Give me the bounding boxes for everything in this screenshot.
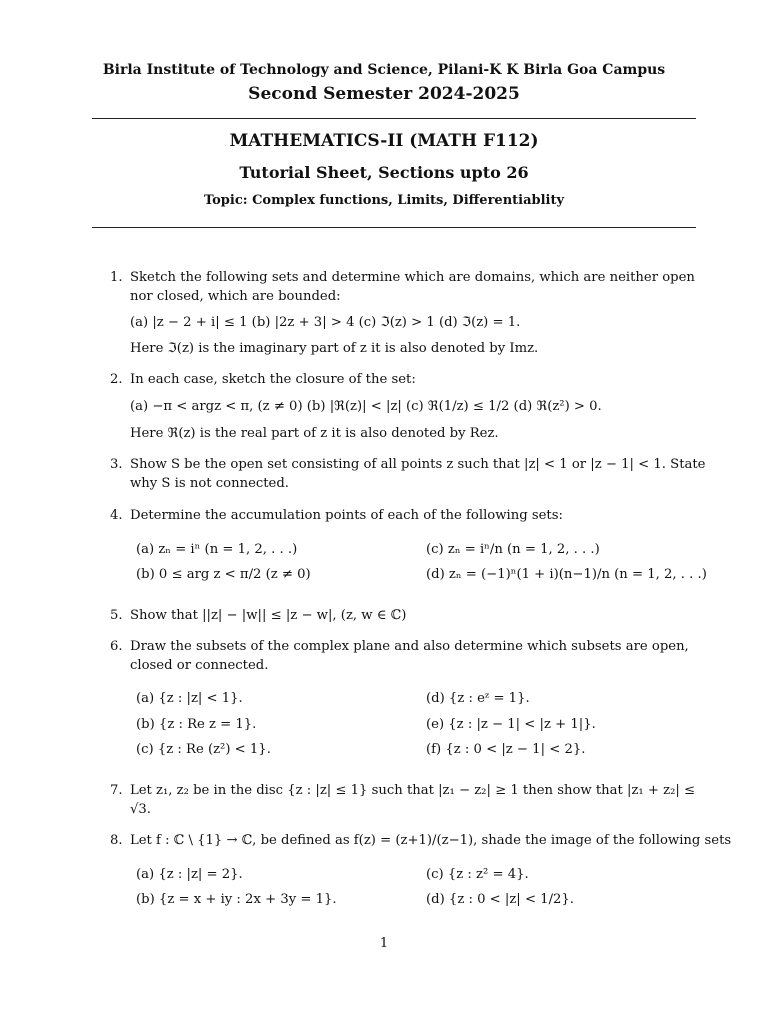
q4-text-line1: Determine the accumulation points of each of the following sets:: [130, 508, 563, 523]
q5-number: 5.: [110, 608, 123, 623]
q1-text-line1: Sketch the following sets and determine which are domains, which are neither open: [130, 270, 695, 285]
q6-part-e: (e) {z : |z − 1| < |z + 1|}.: [426, 717, 596, 732]
bottom-rule: [92, 227, 696, 228]
q6-part-d: (d) {z : eᶻ = 1}.: [426, 691, 530, 706]
semester-title: Second Semester 2024-2025: [248, 84, 520, 104]
q4-part-d: (d) zₙ = (−1)ⁿ(1 + i)(n−1)/n (n = 1, 2, . . .): [426, 567, 707, 582]
q3-text-line1: Show S be the open set consisting of all points z such that |z| < 1 or |z − 1| < 1. State: [130, 457, 706, 472]
q1-number: 1.: [110, 270, 123, 285]
q3-number: 3.: [110, 457, 123, 472]
q8-part-a: (a) {z : |z| = 2}.: [136, 867, 243, 882]
q7-text-line2: √3.: [130, 802, 151, 817]
q2-note: Here ℜ(z) is the real part of z it is also denoted by Rez.: [130, 426, 499, 441]
q2-parts: (a) −π < argz < π, (z ≠ 0) (b) |ℜ(z)| < |z| (c) ℜ(1/z) ≤ 1/2 (d) ℜ(z²) > 0.: [130, 399, 602, 414]
q1-note: Here ℑ(z) is the imaginary part of z it is also denoted by Imz.: [130, 341, 539, 356]
course-title: MATHEMATICS-II (MATH F112): [229, 131, 539, 151]
q1-text-line2: nor closed, which are bounded:: [130, 289, 341, 304]
q8-number: 8.: [110, 833, 123, 848]
q7-text-line1: Let z₁, z₂ be in the disc {z : |z| ≤ 1} such that |z₁ − z₂| ≥ 1 then show that |z₁ + z₂| ≤: [130, 783, 696, 798]
q2-number: 2.: [110, 372, 123, 387]
top-rule: [92, 118, 696, 119]
q4-part-b: (b) 0 ≤ arg z < π/2 (z ≠ 0): [136, 567, 311, 582]
q6-number: 6.: [110, 639, 123, 654]
q8-part-b: (b) {z = x + iy : 2x + 3y = 1}.: [136, 892, 337, 907]
q4-number: 4.: [110, 508, 123, 523]
q6-text-line2: closed or connected.: [130, 658, 269, 673]
q8-text-line1: Let f : ℂ \ {1} → ℂ, be defined as f(z) = (z+1)/(z−1), shade the image of the following sets: [130, 833, 732, 848]
q5-text-line1: Show that ||z| − |w|| ≤ |z − w|, (z, w ∈ ℂ): [130, 608, 407, 623]
sheet-title: Tutorial Sheet, Sections upto 26: [239, 163, 529, 182]
q4-part-c: (c) zₙ = iⁿ/n (n = 1, 2, . . .): [426, 542, 600, 557]
q3-text-line2: why S is not connected.: [130, 476, 289, 491]
q6-part-b: (b) {z : Re z = 1}.: [136, 717, 257, 732]
institution-name: Birla Institute of Technology and Science, Pilani-K K Birla Goa Campus: [102, 62, 666, 78]
page-number: 1: [379, 936, 389, 951]
topic-line: Topic: Complex functions, Limits, Differentiablity: [203, 193, 565, 208]
q8-part-d: (d) {z : 0 < |z| < 1/2}.: [426, 892, 574, 907]
q7-number: 7.: [110, 783, 123, 798]
q6-text-line1: Draw the subsets of the complex plane and also determine which subsets are open,: [130, 639, 689, 654]
q6-part-a: (a) {z : |z| < 1}.: [136, 691, 243, 706]
q8-part-c: (c) {z : z² = 4}.: [426, 867, 529, 882]
q6-part-f: (f) {z : 0 < |z − 1| < 2}.: [426, 742, 586, 757]
q6-part-c: (c) {z : Re (z²) < 1}.: [136, 742, 271, 757]
q1-parts: (a) |z − 2 + i| ≤ 1 (b) |2z + 3| > 4 (c) ℑ(z) > 1 (d) ℑ(z) = 1.: [130, 315, 521, 330]
q2-text-line1: In each case, sketch the closure of the set:: [130, 372, 416, 387]
q4-part-a: (a) zₙ = iⁿ (n = 1, 2, . . .): [136, 542, 298, 557]
